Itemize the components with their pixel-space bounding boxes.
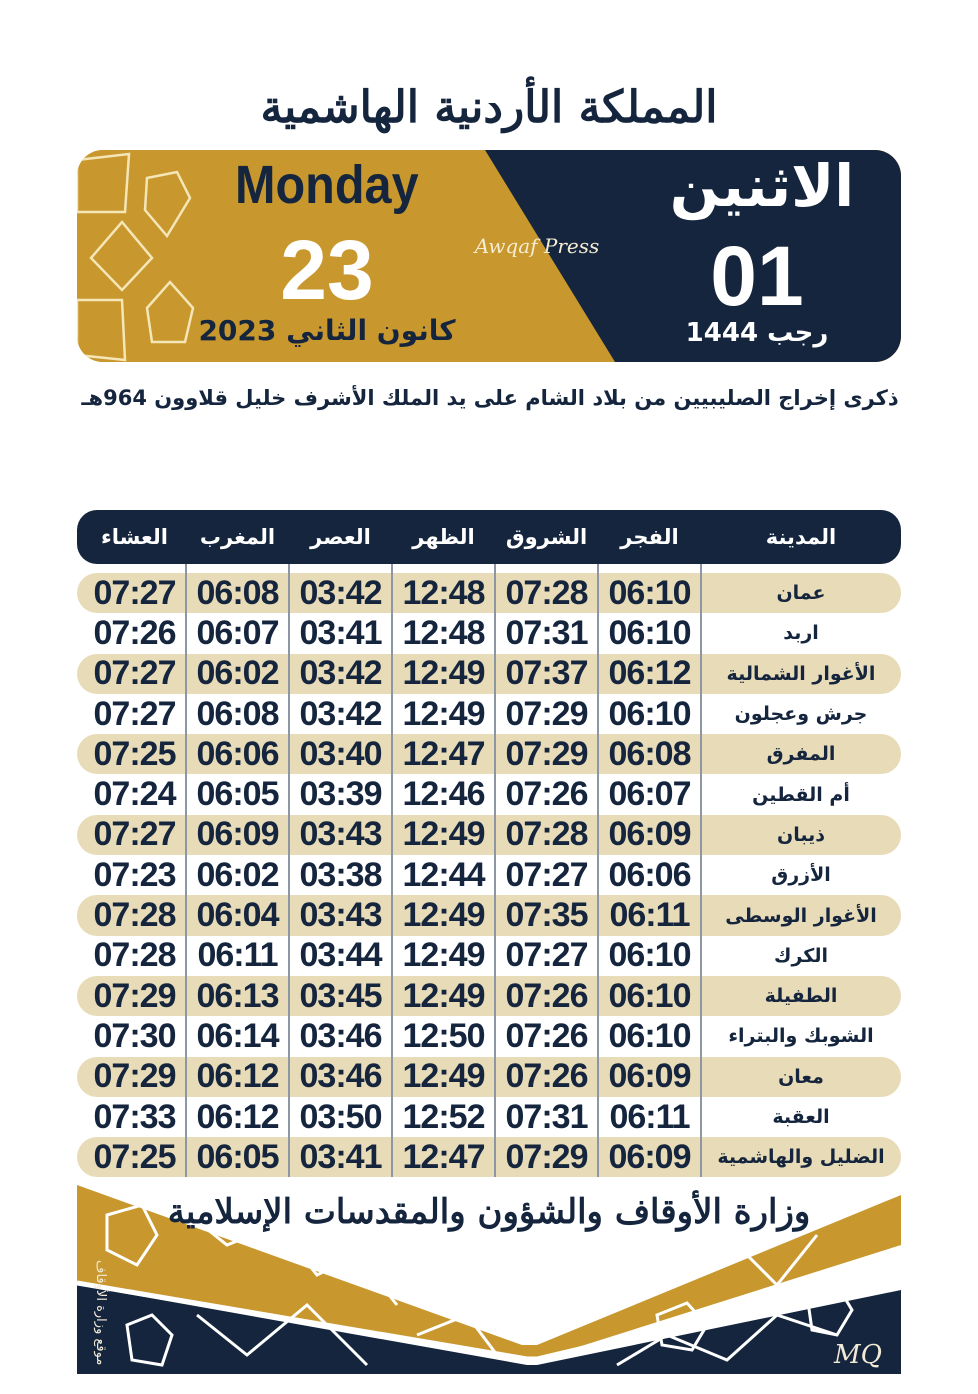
isha-time: 07:27 [93, 573, 176, 612]
maghrib-time: 06:08 [196, 573, 279, 612]
maghrib-time: 06:09 [196, 815, 279, 854]
isha-time: 07:27 [93, 654, 176, 693]
city-name: الأزرق [771, 864, 831, 887]
table-row [77, 1057, 901, 1097]
isha-time: 07:29 [93, 976, 176, 1015]
fajr-time: 06:10 [608, 694, 691, 733]
dhuhr-time: 12:48 [402, 573, 485, 612]
occasion-text: ذكرى إخراج الصليبيين من بلاد الشام على يد الملك الأشرف خليل قلاوون 964هـ [81, 386, 899, 410]
shuruq-time: 07:37 [505, 654, 588, 693]
asr-time: 03:38 [299, 855, 382, 894]
header-shuruq: الشروق [505, 525, 588, 549]
asr-time: 03:45 [299, 976, 382, 1015]
shuruq-time: 07:27 [505, 936, 588, 975]
asr-time: 03:41 [299, 613, 382, 652]
dhuhr-time: 12:52 [402, 1097, 485, 1136]
city-name: الأغوار الشمالية [726, 662, 876, 685]
hijri-month-year: رجب 1444 [685, 318, 829, 348]
signature-mq: MQ [834, 1340, 882, 1370]
header-city: المدينة [765, 525, 837, 549]
header-isha: العشاء [101, 525, 168, 549]
header-fajr: الفجر [620, 525, 679, 549]
city-name: الشوبك والبتراء [728, 1025, 874, 1048]
table-row [77, 694, 901, 734]
dhuhr-time: 12:44 [402, 855, 485, 894]
ministry-title: وزارة الأوقاف والشؤون والمقدسات الإسلامية [167, 1192, 811, 1232]
table-row [77, 1016, 901, 1056]
asr-time: 03:46 [299, 1016, 382, 1055]
city-name: العقبة [772, 1106, 830, 1128]
gregorian-day-name: Monday [235, 155, 419, 215]
hijri-day-name: الاثنين [669, 152, 855, 220]
shuruq-time: 07:26 [505, 775, 588, 814]
maghrib-time: 06:02 [196, 855, 279, 894]
dhuhr-time: 12:49 [402, 815, 485, 854]
maghrib-time: 06:12 [196, 1057, 279, 1096]
city-name: الكرك [774, 944, 828, 967]
table-row [77, 613, 901, 653]
dhuhr-time: 12:49 [402, 694, 485, 733]
shuruq-time: 07:27 [505, 855, 588, 894]
maghrib-time: 06:11 [197, 936, 278, 975]
kingdom-title: المملكة الأردنية الهاشمية [260, 82, 718, 133]
city-name: الضليل والهاشمية [717, 1146, 885, 1169]
maghrib-time: 06:12 [196, 1097, 279, 1136]
isha-time: 07:33 [93, 1097, 176, 1136]
city-name: معان [778, 1065, 824, 1088]
table-row [77, 734, 901, 774]
shuruq-time: 07:28 [505, 815, 588, 854]
maghrib-time: 06:06 [196, 734, 279, 773]
table-row [77, 1097, 901, 1137]
dhuhr-time: 12:47 [402, 734, 485, 773]
isha-time: 07:27 [93, 694, 176, 733]
fajr-time: 06:10 [608, 976, 691, 1015]
city-name: ذيبان [777, 823, 825, 846]
asr-time: 03:46 [299, 1057, 382, 1096]
fajr-time: 06:08 [608, 734, 691, 773]
fajr-time: 06:09 [608, 1057, 691, 1096]
shuruq-time: 07:31 [505, 613, 588, 652]
table-row [77, 774, 901, 814]
gregorian-day-number: 23 [280, 223, 374, 317]
city-name: عمان [776, 582, 826, 605]
dhuhr-time: 12:49 [402, 654, 485, 693]
shuruq-time: 07:26 [505, 1057, 588, 1096]
asr-time: 03:42 [299, 694, 382, 733]
isha-time: 07:25 [93, 1137, 176, 1176]
table-row [77, 815, 901, 855]
asr-time: 03:43 [299, 896, 382, 935]
dhuhr-time: 12:50 [402, 1016, 485, 1055]
isha-time: 07:28 [93, 896, 176, 935]
fajr-time: 06:10 [608, 613, 691, 652]
prayer-table-header [77, 510, 901, 564]
side-vertical-text: موقع وزارة الأوقاف [93, 1259, 108, 1365]
isha-time: 07:26 [93, 613, 176, 652]
header-asr: العصر [310, 525, 371, 549]
awqaf-press-watermark: Awqaf Press [474, 234, 600, 258]
fajr-time: 06:06 [608, 855, 691, 894]
date-card [77, 150, 901, 362]
fajr-time: 06:11 [609, 1097, 690, 1136]
isha-time: 07:25 [93, 734, 176, 773]
asr-time: 03:40 [299, 734, 382, 773]
asr-time: 03:42 [299, 654, 382, 693]
asr-time: 03:44 [299, 936, 382, 975]
table-row [77, 573, 901, 613]
table-row [77, 976, 901, 1016]
city-name: أم القطين [752, 783, 850, 806]
maghrib-time: 06:07 [196, 613, 279, 652]
fajr-time: 06:10 [608, 936, 691, 975]
shuruq-time: 07:26 [505, 1016, 588, 1055]
hijri-day-number: 01 [710, 229, 804, 323]
maghrib-time: 06:05 [196, 775, 279, 814]
fajr-time: 06:11 [609, 896, 690, 935]
city-name: الأغوار الوسطى [725, 904, 877, 927]
asr-time: 03:41 [299, 1137, 382, 1176]
table-row [77, 654, 901, 694]
gregorian-month-year: كانون الثاني 2023 [198, 314, 456, 347]
prayer-table-body [77, 573, 901, 1177]
maghrib-time: 06:04 [196, 896, 279, 935]
city-name: المفرق [766, 743, 836, 766]
asr-time: 03:43 [299, 815, 382, 854]
table-row [77, 936, 901, 976]
shuruq-time: 07:31 [505, 1097, 588, 1136]
isha-time: 07:24 [93, 775, 176, 814]
shuruq-time: 07:29 [505, 734, 588, 773]
fajr-time: 06:12 [608, 654, 691, 693]
isha-time: 07:28 [93, 936, 176, 975]
fajr-time: 06:09 [608, 815, 691, 854]
city-name: جرش وعجلون [734, 703, 868, 726]
isha-time: 07:29 [93, 1057, 176, 1096]
dhuhr-time: 12:46 [402, 775, 485, 814]
dhuhr-time: 12:49 [402, 936, 485, 975]
city-name: الطفيلة [764, 985, 838, 1008]
shuruq-time: 07:26 [505, 976, 588, 1015]
city-name: اربد [783, 622, 819, 645]
dhuhr-time: 12:49 [402, 896, 485, 935]
asr-time: 03:50 [299, 1097, 382, 1136]
isha-time: 07:27 [93, 815, 176, 854]
dhuhr-time: 12:49 [402, 1057, 485, 1096]
asr-time: 03:42 [299, 573, 382, 612]
fajr-time: 06:10 [608, 573, 691, 612]
asr-time: 03:39 [299, 775, 382, 814]
fajr-time: 06:09 [608, 1137, 691, 1176]
dhuhr-time: 12:48 [402, 613, 485, 652]
maghrib-time: 06:02 [196, 654, 279, 693]
header-maghrib: المغرب [199, 525, 276, 549]
fajr-time: 06:07 [608, 775, 691, 814]
shuruq-time: 07:35 [505, 896, 588, 935]
fajr-time: 06:10 [608, 1016, 691, 1055]
isha-time: 07:30 [93, 1016, 176, 1055]
maghrib-time: 06:05 [196, 1137, 279, 1176]
shuruq-time: 07:28 [505, 573, 588, 612]
shuruq-time: 07:29 [505, 1137, 588, 1176]
maghrib-time: 06:13 [196, 976, 279, 1015]
header-dhuhr: الظهر [412, 525, 475, 549]
dhuhr-time: 12:49 [402, 976, 485, 1015]
maghrib-time: 06:08 [196, 694, 279, 733]
maghrib-time: 06:14 [196, 1016, 279, 1055]
table-row [77, 895, 901, 935]
table-row [77, 855, 901, 895]
table-row [77, 1137, 901, 1177]
dhuhr-time: 12:47 [402, 1137, 485, 1176]
shuruq-time: 07:29 [505, 694, 588, 733]
isha-time: 07:23 [93, 855, 176, 894]
